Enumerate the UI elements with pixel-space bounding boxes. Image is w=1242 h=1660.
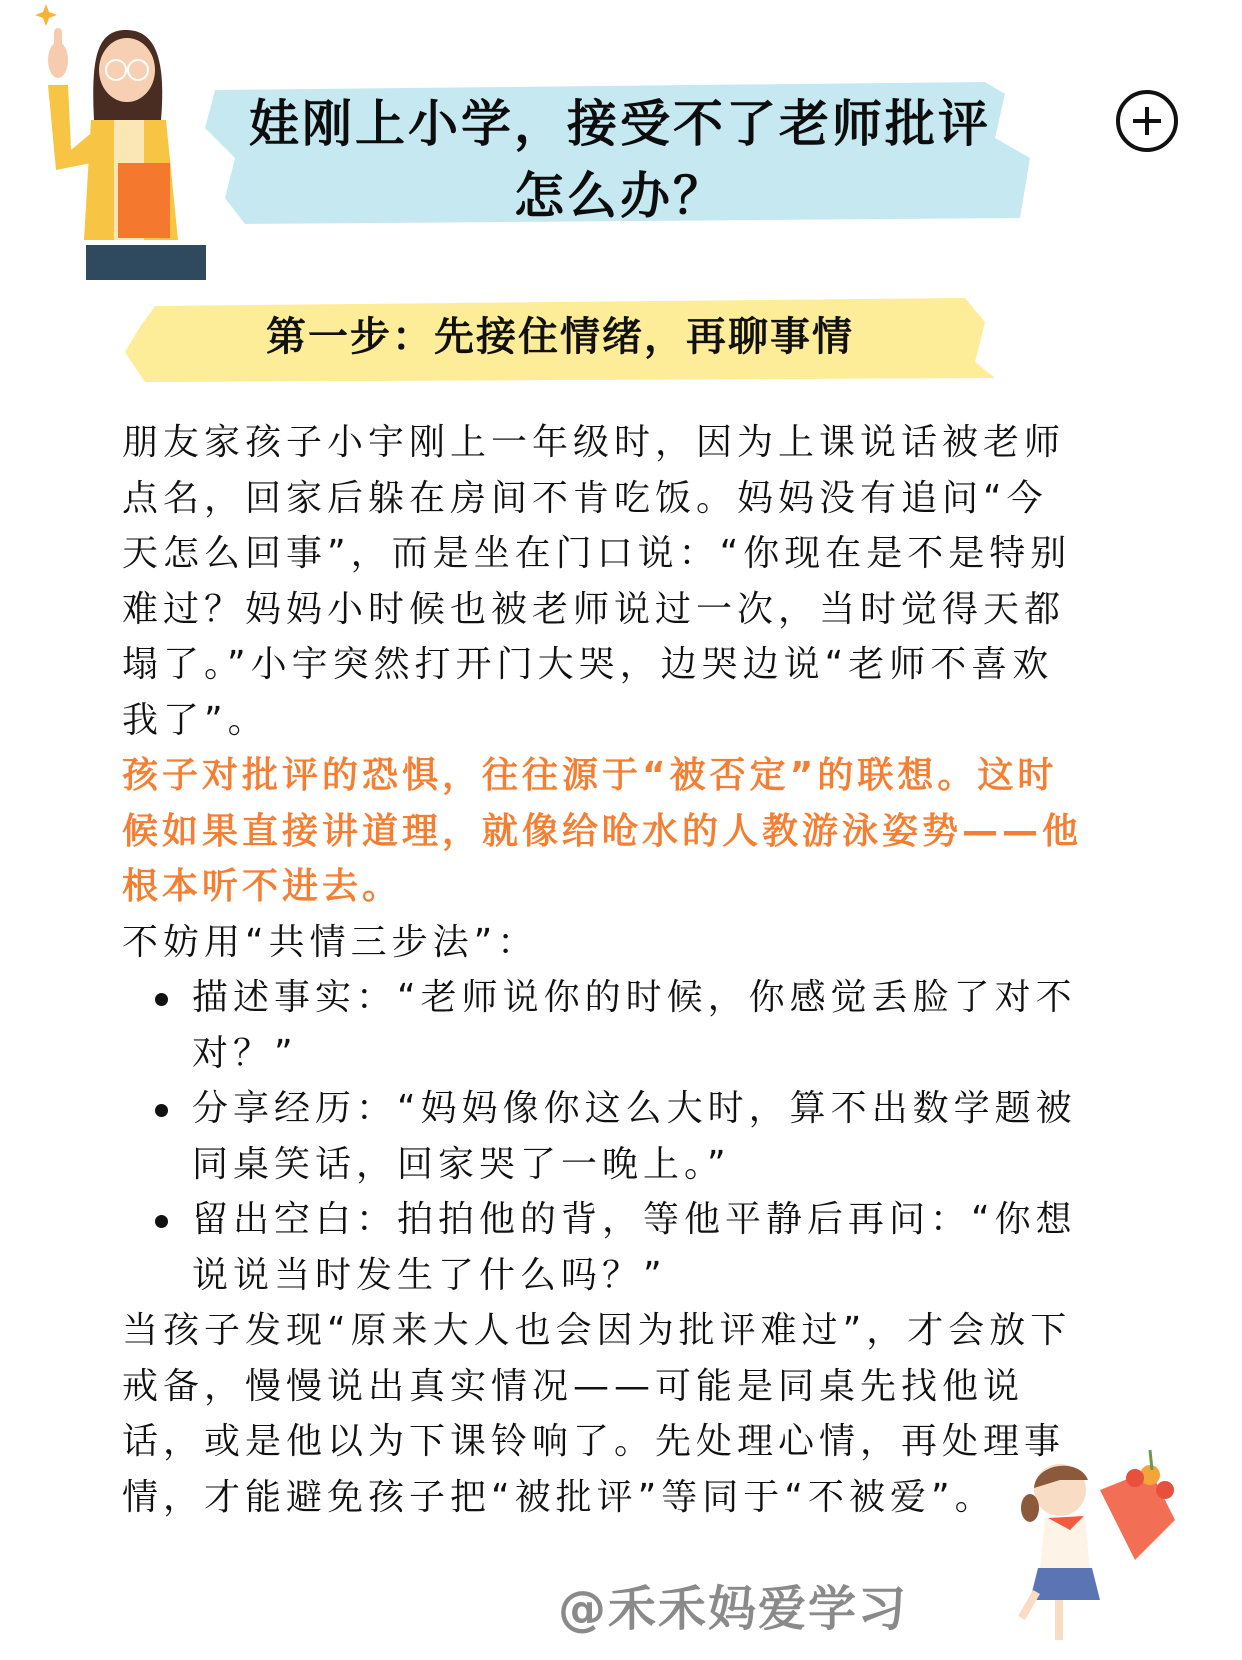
watermark: @禾禾妈爱学习 [558,1581,909,1637]
title-line-1: 娃刚上小学，接受不了老师批评 [249,95,991,153]
sparkle-icon [35,4,57,26]
title-line-2: 怎么办？ [514,167,726,225]
story-paragraph: 朋友家孩子小宇刚上一年级时，因为上课说话被老师点名，回家后躲在房间不肯吃饭。妈妈没有追问“今天怎么回事”，而是坐在门口说：“你现在是不是特别难过？妈妈小时候也被老师说过一次，当时觉得天都塌了。”小宇突然打开门大哭，边哭边说“老师不喜欢我了”。 [122,422,1072,741]
conclusion-paragraph: 当孩子发现“原来大人也会因为批评难过”，才会放下戒备，慢慢说出真实情况——可能是同桌先找他说话，或是他以为下课铃响了。先处理心情，再处理事情，才能避免孩子把“被批评”等同于“不被爱”。 [122,1310,1072,1518]
girl-with-flowers-illustration [1000,1450,1200,1660]
list-item: 分享经历：“妈妈像你这么大时，算不出数学题被同桌笑话，回家哭了一晚上。” [192,1081,1082,1192]
method-intro: 不妨用“共情三步法”： [122,921,539,963]
teacher-illustration [26,0,226,280]
plus-circle-icon[interactable] [1116,90,1178,152]
page-title [205,88,1035,232]
section-heading: 第一步：先接住情绪，再聊事情 [266,314,854,360]
steps-list [122,970,1082,1303]
list-item: 留出空白：拍拍他的背，等他平静后再问：“你想说说当时发生了什么吗？” [192,1192,1082,1303]
article-body [122,415,1082,1525]
list-item: 描述事实：“老师说你的时候，你感觉丢脸了对不对？” [192,970,1082,1081]
highlight-paragraph: 孩子对批评的恐惧，往往源于“被否定”的联想。这时候如果直接讲道理，就像给呛水的人教游泳姿势——他根本听不进去。 [122,755,1083,907]
